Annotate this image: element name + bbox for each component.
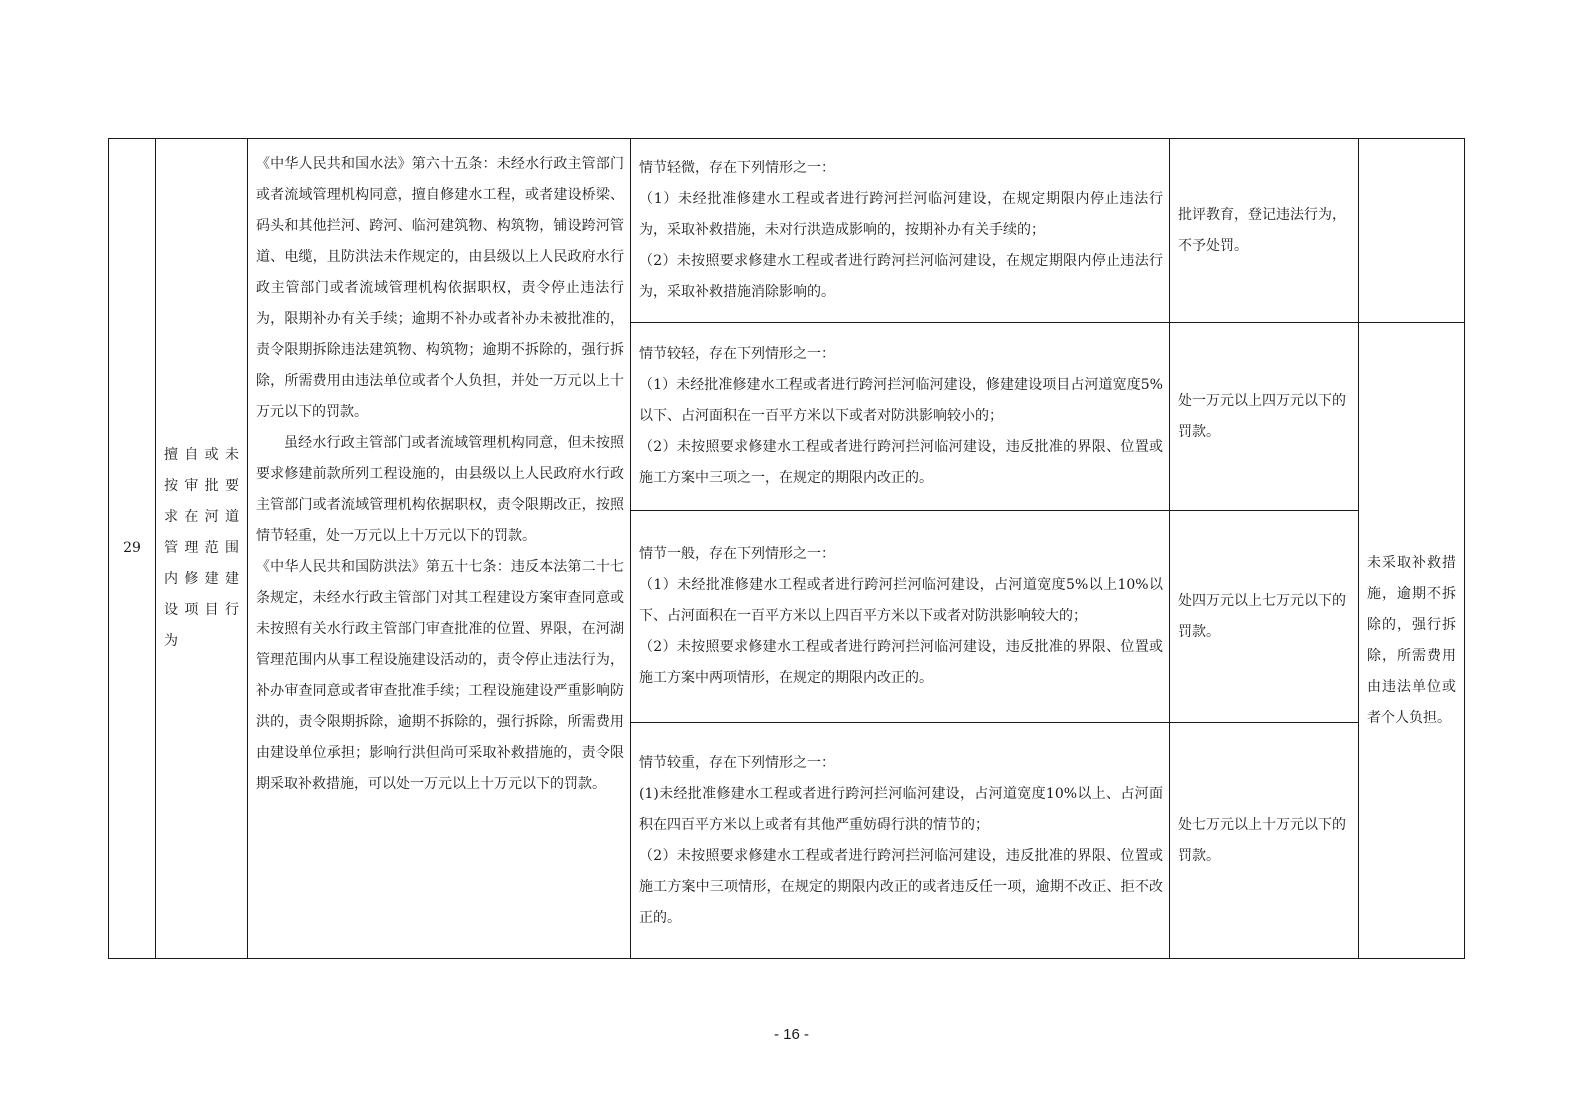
violation-name-line: 求在河道 — [164, 509, 239, 525]
legal-basis-paragraph: 虽经水行政主管部门或者流域管理机构同意，但未按照要求修建前款所列工程设施的，由县级以上人民政府水行政主管部门或者流域管理机构依据职权，责令限期改正，按照情节轻重，处一万元以上十万元以下的罚款。 — [256, 435, 624, 544]
circumstance-item: （1）未经批准修建水工程或者进行跨河拦河临河建设，修建建设项目占河道宽度5%以下、占河面积在一百平方米以下或者对防洪影响较小的； — [639, 377, 1163, 424]
circumstance-title: 情节轻微，存在下列情形之一： — [639, 160, 835, 176]
legal-basis — [248, 139, 631, 959]
supplementary-measure — [1359, 323, 1465, 959]
legal-basis-paragraph: 《中华人民共和国水法》第六十五条：未经水行政主管部门或者流域管理机构同意，擅自修建水工程，或者建设桥梁、码头和其他拦河、跨河、临河建筑物、构筑物，铺设跨河管道、电缆，且防洪法未作规定的，由县级以上人民政府水行政主管部门或者流域管理机构依据职权，责令停止违法行为，限期补办有关手续；逾期不补办或者补办未被批准的，责令限期拆除违法建筑物、构筑物；逾期不拆除的，强行拆除，所需费用由违法单位或者个人负担，并处一万元以上十万元以下的罚款。 — [256, 156, 624, 420]
violation-name — [156, 139, 248, 959]
empty-cell — [1359, 139, 1465, 323]
circumstance-item: （2）未按照要求修建水工程或者进行跨河拦河临河建设，违反批准的界限、位置或施工方案中三项之一，在规定的期限内改正的。 — [639, 439, 1163, 486]
penalty-standard — [1170, 323, 1359, 511]
circumstance-cell — [631, 139, 1170, 323]
circumstance-cell — [631, 723, 1170, 959]
penalty-table — [108, 138, 1465, 959]
circumstance-item: （2）未按照要求修建水工程或者进行跨河拦河临河建设，在规定期限内停止违法行为，采取补救措施消除影响的。 — [639, 253, 1163, 300]
circumstance-title: 情节较重，存在下列情形之一： — [639, 754, 835, 771]
circumstance-title: 情节一般，存在下列情形之一： — [639, 546, 835, 562]
violation-name-line: 管理范围 — [164, 540, 239, 556]
penalty-standard — [1170, 139, 1359, 323]
violation-name-line: 为 — [164, 633, 178, 649]
penalty-standard-text: 处一万元以上四万元以下的罚款。 — [1178, 392, 1346, 440]
page-number: - 16 - — [773, 1026, 809, 1043]
violation-name-line: 内修建建 — [164, 571, 239, 587]
violation-name-line: 擅自或未 — [164, 447, 239, 463]
penalty-standard-text: 处七万元以上十万元以下的罚款。 — [1178, 816, 1346, 864]
circumstance-cell — [631, 323, 1170, 511]
circumstance-item: （2）未按照要求修建水工程或者进行跨河拦河临河建设，违反批准的界限、位置或施工方案中三项情形，在规定的期限内改正的或者违反任一项，逾期不改正、拒不改正的。 — [639, 847, 1163, 926]
penalty-standard — [1170, 723, 1359, 959]
violation-name-line: 按审批要 — [164, 478, 239, 494]
penalty-standard-text: 处四万元以上七万元以下的罚款。 — [1178, 592, 1346, 640]
circumstance-cell — [631, 511, 1170, 723]
circumstance-item: （2）未按照要求修建水工程或者进行跨河拦河临河建设，违反批准的界限、位置或施工方案中两项情形，在规定的期限内改正的。 — [639, 639, 1163, 686]
row-number: 29 — [109, 139, 156, 959]
penalty-standard — [1170, 511, 1359, 723]
circumstance-title: 情节较轻，存在下列情形之一： — [639, 346, 835, 362]
table-row — [109, 139, 1465, 323]
circumstance-item: （1）未经批准修建水工程或者进行跨河拦河临河建设，在规定期限内停止违法行为，采取补救措施，未对行洪造成影响的，按期补办有关手续的； — [639, 191, 1163, 238]
circumstance-item: (1)未经批准修建水工程或者进行跨河拦河临河建设，占河道宽度10%以上、占河面积在四百平方米以上或者有其他严重妨碍行洪的情节的； — [639, 785, 1163, 833]
violation-name-line: 设项目行 — [164, 602, 239, 618]
circumstance-item: （1）未经批准修建水工程或者进行跨河拦河临河建设，占河道宽度5%以上10%以下、占河面积在一百平方米以上四百平方米以下或者对防洪影响较大的； — [639, 577, 1163, 624]
supplementary-measure-text: 未采取补救措施，逾期不拆除的，强行拆除，所需费用由违法单位或者个人负担。 — [1367, 554, 1456, 726]
penalty-standard-text: 批评教育，登记违法行为，不予处罚。 — [1178, 206, 1346, 254]
legal-basis-paragraph: 《中华人民共和国防洪法》第五十七条：违反本法第二十七条规定，未经水行政主管部门对其工程建设方案审查同意或未按照有关水行政主管部门审查批准的位置、界限，在河湖管理范围内从事工程设施建设活动的，责令停止违法行为，补办审查同意或者审查批准手续；工程设施建设严重影响防洪的，责令限期拆除，逾期不拆除的，强行拆除，所需费用由建设单位承担；影响行洪但尚可采取补救措施的，责令限期采取补救措施，可以处一万元以上十万元以下的罚款。 — [256, 559, 624, 792]
